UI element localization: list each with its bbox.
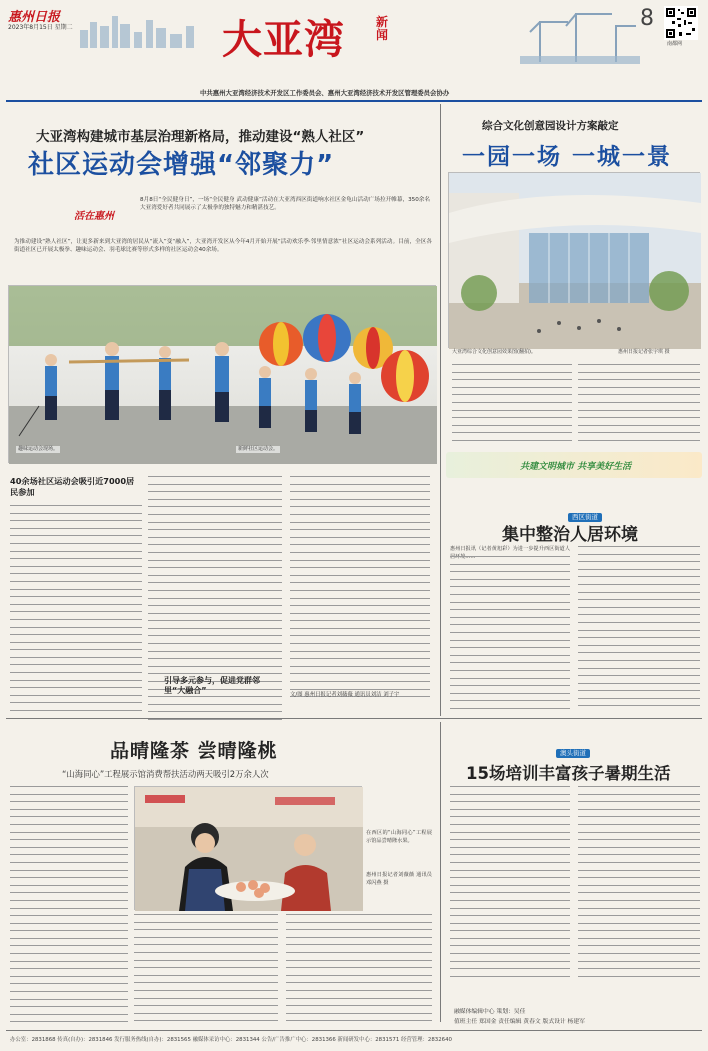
story1-body-col1 [10,505,142,713]
story3-tag: 西区街道 [568,504,602,523]
story5-body-col1 [450,786,570,982]
editor-line-1: 融媒体编辑中心 策划：吴佳 [454,1009,526,1015]
story2-photo [448,172,700,348]
story2-kicker: 综合文化创意园设计方案敲定 [482,120,619,132]
story4-body-col3 [286,914,432,1022]
story2-photo-credit: 惠州日报记者张宇琪 摄 [618,349,670,355]
story1-headline: 社区运动会增强“邻聚力” [28,150,335,180]
story2-photo-caption: 大亚湾综合文化创意园效果图(翻拍)。 [452,349,536,355]
story1-photo [8,285,436,463]
story1-logo: 活在惠州 [74,211,114,222]
story1-body-col3 [290,476,430,692]
footer-contacts: 办公室：2831868 传真(自办)：2831846 发行服务热线(自办)：2831565 融媒体采访中心：2831344 公告/广告推广中心：2831366 新闻研发中心：2831571 经营管理：2832640 [10,1037,452,1043]
story1-byline: 文/图 惠州日报记者刘薇薇 通讯员刘洁 刘子宇 [290,692,400,698]
paper-name: 惠州日报 [8,10,61,25]
story1-subhead: 40余场社区运动会吸引近7000居民参加 [10,476,135,497]
story4-subhead: “山海同心”工程展示馆消费帮扶活动两天吸引2万余人次 [62,769,269,779]
port-cranes-illustration [520,4,640,64]
story1-caption-right: 新鲜社区运动会。 [238,446,279,452]
story1-lede: 8月8日“全民健身日”，一场“全民健身 武动健康”活动在大亚湾西区街道响水社区金龟山活动广场拉开帷幕，350余名大亚湾爱好者共同展示了太极拳的独特魅力和精湛技艺。 [140,197,430,211]
qr-label: 南都网 [667,41,683,47]
story3-headline: 集中整治人居环境 [502,525,638,545]
story5-body-col2 [578,786,700,982]
story3-byline: 惠州日报讯（记者黄旭彩）为进一步提升西区街道人 [450,546,570,552]
section-suffix: 新闻 [376,15,389,42]
header-subtitle: 中共惠州大亚湾经济技术开发区工作委员会、惠州大亚湾经济技术开发区管理委员会协办 [200,89,450,97]
banner-slogan: 共建文明城市 共享美好生活 [520,462,632,472]
story3-body-col1 [450,556,570,712]
story4-body-col1 [10,786,128,1022]
date-line: 2023年8月15日 星期二 [8,24,73,31]
story3-body-col2 [578,546,700,712]
story5-tag: 澳头街道 [556,740,590,759]
story2-body-col1 [452,364,572,444]
story4-photo-caption: 在西区的“山海同心”工程展示馆品尝晴隆水果。 [366,830,432,844]
story4-body-col2 [134,914,278,1022]
page-number: 8 [640,6,654,31]
story4-photo [134,786,362,910]
editor-line-2: 值班主任 郑国金 责任编辑 黄春文 版式设计 杨建军 [454,1019,585,1025]
story1-intro: 为推动建设“熟人社区”，让更多新来到大亚湾的居民从“流入”变“融入”，大亚湾开发区从今年4月开始开展“活动欢乐季·邻里情意浓”社区运动会系列活动。目前，全区各街道社区已开展太极拳、趣味运动会、羽毛球比赛等形式多样的社区运动会40余场。 [14,239,432,253]
section-title: 大亚湾 [222,16,345,63]
story5-headline: 15场培训丰富孩子暑期生活 [466,764,671,783]
story1-pull: 引导多元参与，促进党群邻里“大融合” [164,676,260,695]
story2-headline: 一园一场 一城一景 [462,144,673,170]
story1-kicker: 大亚湾构建城市基层治理新格局，推动建设“熟人社区” [36,129,365,145]
story2-body-col2 [578,364,700,444]
story4-photo-credit: 惠州日报记者刘薇薇 通讯员邓闪燕 摄 [366,872,432,886]
story4-headline: 品晴隆茶 尝晴隆桃 [110,740,278,762]
qr-code-icon[interactable] [664,6,698,40]
skyline-illustration [80,4,210,48]
story1-caption-left: 趣味运动会现场。 [18,446,59,452]
